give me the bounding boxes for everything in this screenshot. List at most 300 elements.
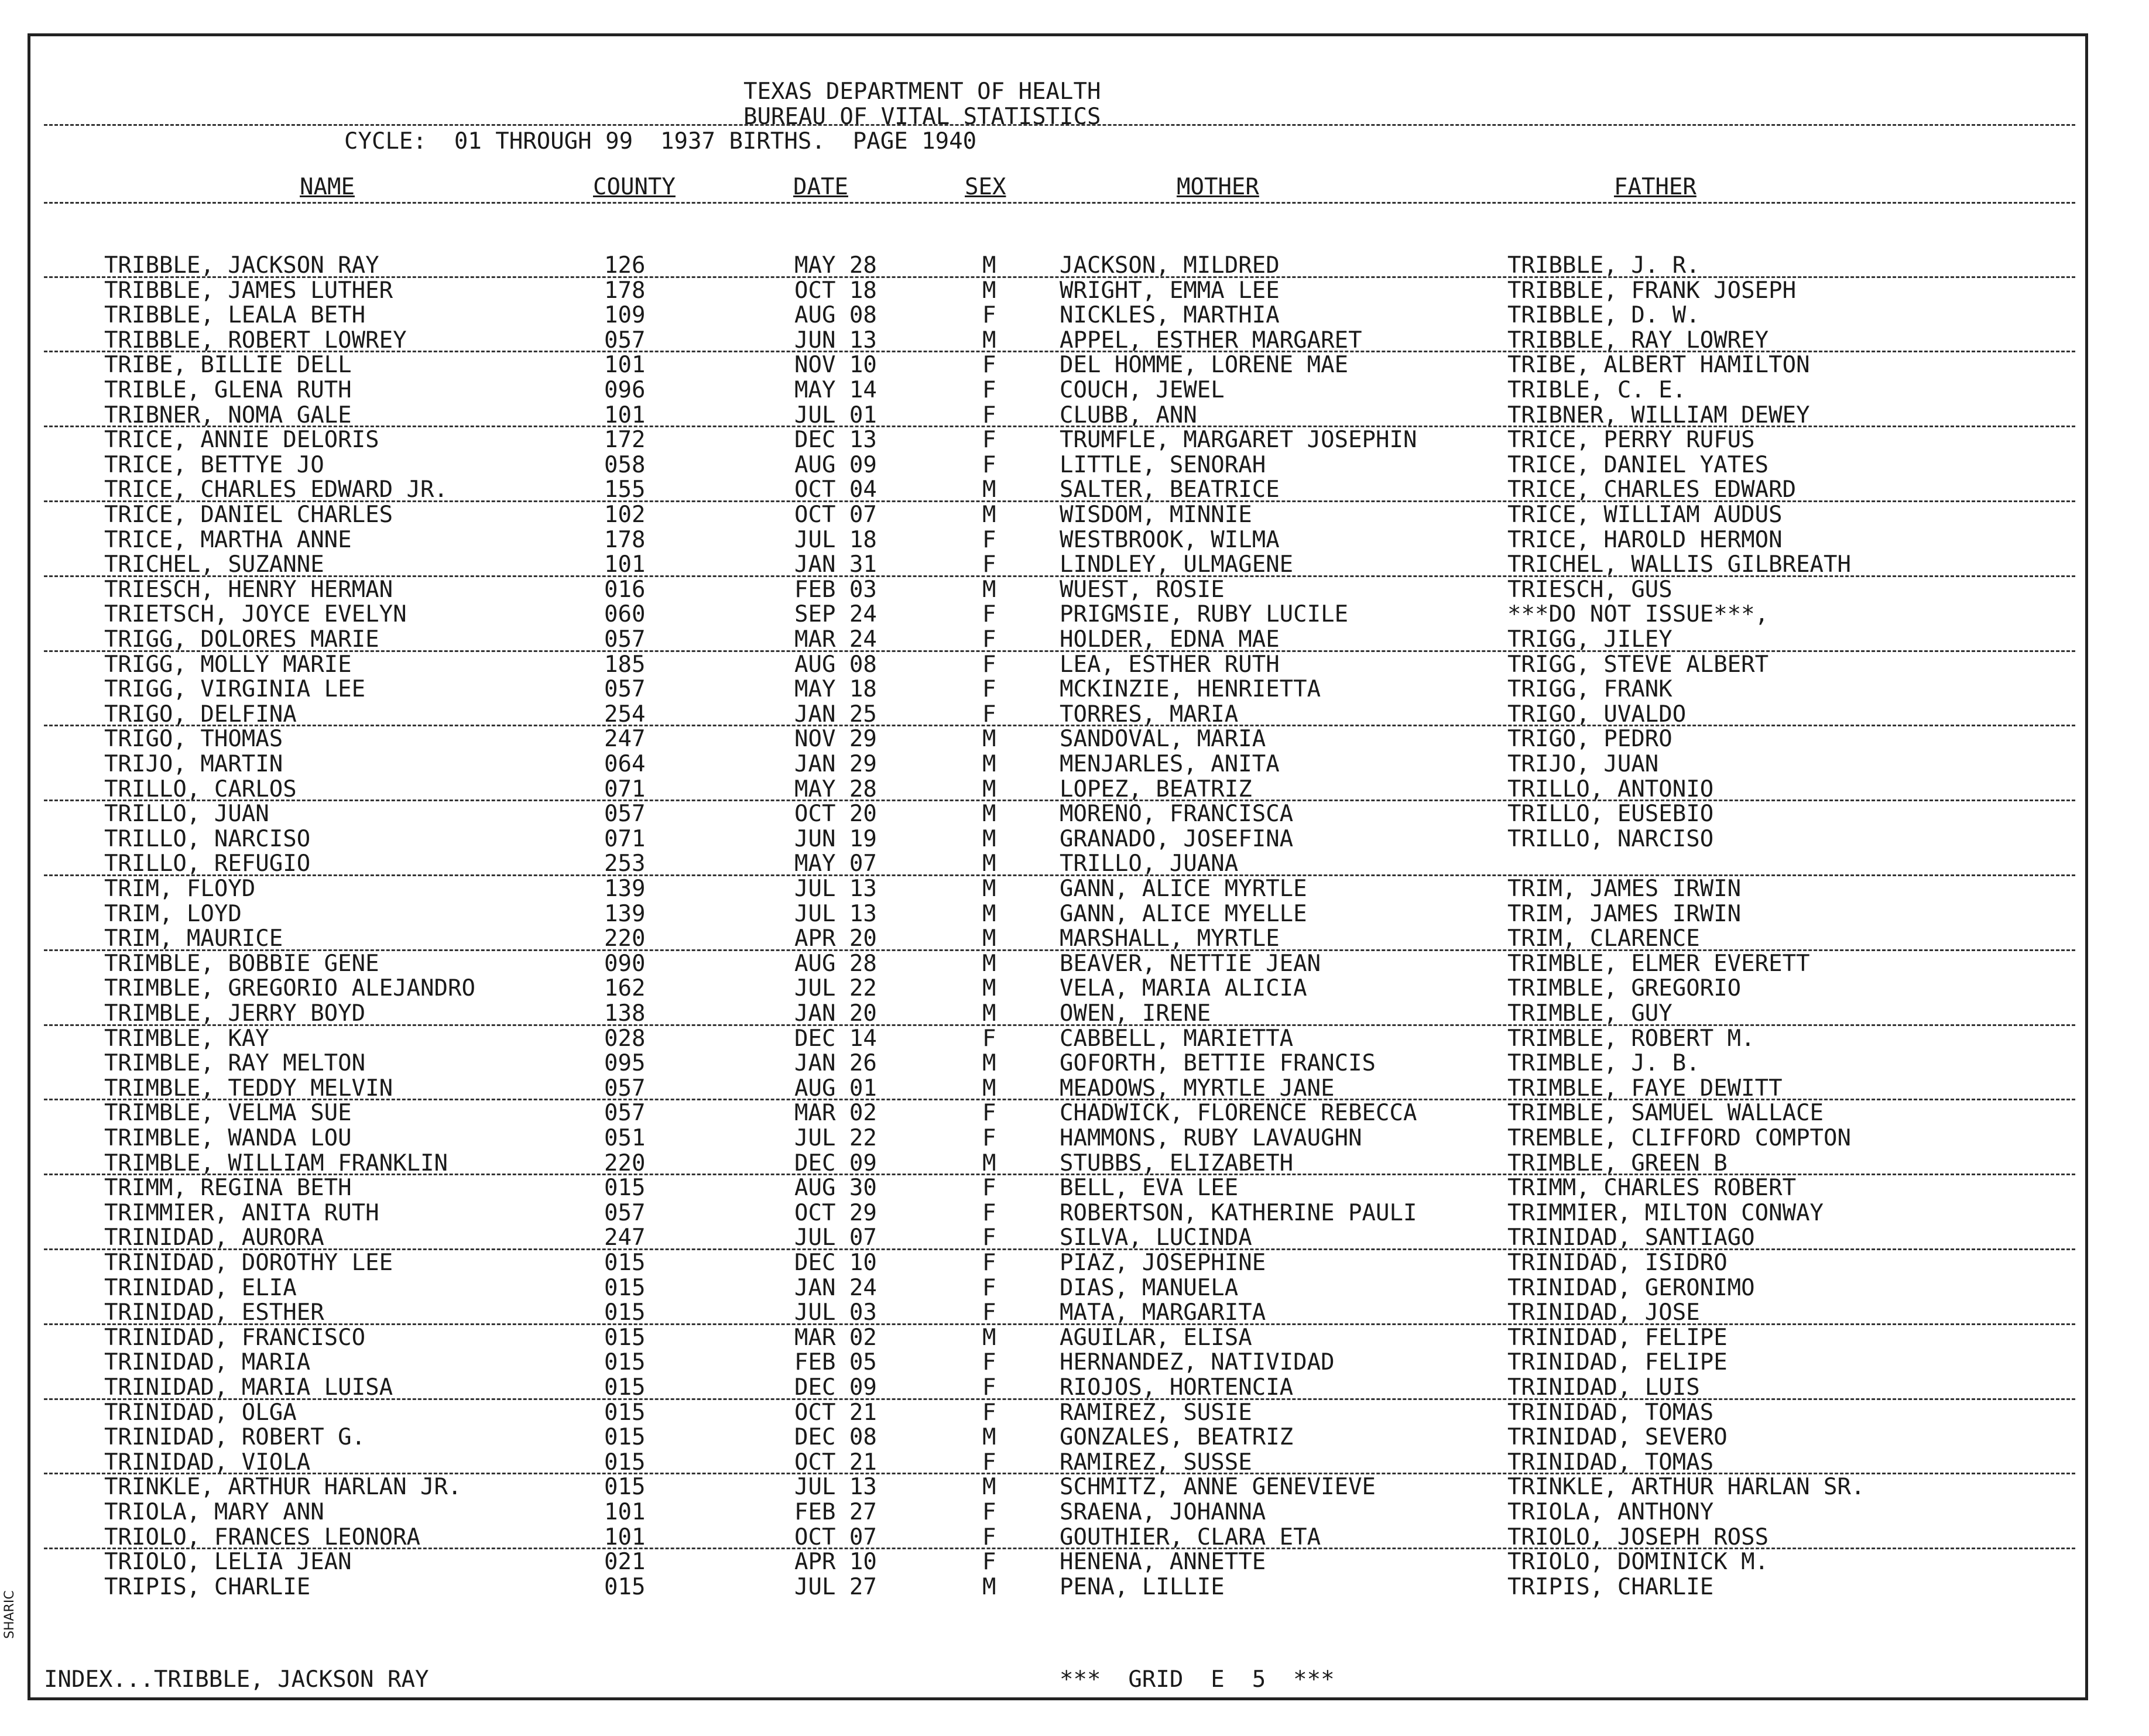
cell-mother: MORENO, FRANCISCA bbox=[1060, 801, 1294, 828]
cell-father: TRIOLA, ANTHONY bbox=[1507, 1499, 1714, 1525]
table-row bbox=[0, 1027, 2149, 1051]
cell-father: TRIM, JAMES IRWIN bbox=[1507, 876, 1742, 902]
cell-father: TREMBLE, CLIFFORD COMPTON bbox=[1507, 1125, 1851, 1151]
cell-father: TRIBLE, C. E. bbox=[1507, 377, 1687, 403]
cell-date: JAN 20 bbox=[794, 1000, 877, 1027]
cell-sex: M bbox=[982, 1075, 996, 1102]
cell-father: TRIMBLE, ELMER EVERETT bbox=[1507, 950, 1810, 977]
cell-sex: F bbox=[982, 526, 996, 553]
cell-name: TRIMBLE, VELMA SUE bbox=[104, 1100, 352, 1127]
cell-mother: AGUILAR, ELISA bbox=[1060, 1324, 1252, 1351]
cell-date: MAY 07 bbox=[794, 850, 877, 877]
cell-name: TRIBBLE, LEALA BETH bbox=[104, 302, 366, 329]
cell-date: JUL 03 bbox=[794, 1299, 877, 1326]
page-subtitle: BUREAU OF VITAL STATISTICS bbox=[743, 104, 1101, 130]
cell-county: 015 bbox=[604, 1424, 646, 1451]
cell-father: TRICE, DANIEL YATES bbox=[1507, 451, 1769, 478]
cell-county: 102 bbox=[604, 502, 646, 528]
cell-county: 109 bbox=[604, 302, 646, 329]
cell-name: TRIMBLE, GREGORIO ALEJANDRO bbox=[104, 975, 475, 1002]
cell-sex: F bbox=[982, 1199, 996, 1226]
cell-county: 247 bbox=[604, 1224, 646, 1251]
side-label: SHARIC bbox=[2, 1590, 17, 1639]
cell-mother: SANDOVAL, MARIA bbox=[1060, 726, 1266, 753]
cell-sex: M bbox=[982, 1000, 996, 1027]
cell-father: TRINIDAD, TOMAS bbox=[1507, 1449, 1714, 1476]
cell-father: TRIGO, PEDRO bbox=[1507, 726, 1672, 753]
table-row bbox=[0, 1251, 2149, 1275]
cell-date: MAR 24 bbox=[794, 626, 877, 653]
column-header-mother: MOTHER bbox=[1177, 174, 1259, 200]
cell-mother: HOLDER, EDNA MAE bbox=[1060, 626, 1280, 653]
cell-county: 015 bbox=[604, 1274, 646, 1301]
cell-father: TRIMBLE, ROBERT M. bbox=[1507, 1025, 1755, 1052]
cell-mother: GANN, ALICE MYELLE bbox=[1060, 900, 1307, 927]
cell-mother: MENJARLES, ANITA bbox=[1060, 751, 1280, 777]
cell-mother: LEA, ESTHER RUTH bbox=[1060, 651, 1280, 678]
cell-father: TRINIDAD, FELIPE bbox=[1507, 1324, 1728, 1351]
cell-name: TRIBLE, GLENA RUTH bbox=[104, 377, 352, 403]
cell-county: 015 bbox=[604, 1299, 646, 1326]
cell-county: 057 bbox=[604, 676, 646, 703]
cell-mother: TRILLO, JUANA bbox=[1060, 850, 1239, 877]
table-row bbox=[0, 528, 2149, 553]
cell-sex: F bbox=[982, 1224, 996, 1251]
cell-name: TRINIDAD, VIOLA bbox=[104, 1449, 311, 1476]
cell-mother: GOFORTH, BETTIE FRANCIS bbox=[1060, 1050, 1376, 1077]
cell-sex: F bbox=[982, 1499, 996, 1525]
cell-date: DEC 10 bbox=[794, 1250, 877, 1276]
cell-name: TRIJO, MARTIN bbox=[104, 751, 283, 777]
cell-sex: M bbox=[982, 801, 996, 828]
table-row bbox=[0, 852, 2149, 876]
column-header-name: NAME bbox=[300, 174, 355, 200]
cell-date: JAN 31 bbox=[794, 551, 877, 578]
cell-father: TRIGG, FRANK bbox=[1507, 676, 1672, 703]
cell-date: JAN 24 bbox=[794, 1274, 877, 1301]
cell-name: TRINIDAD, FRANCISCO bbox=[104, 1324, 366, 1351]
cell-sex: F bbox=[982, 626, 996, 653]
cell-name: TRINIDAD, MARIA LUISA bbox=[104, 1374, 393, 1401]
cell-mother: NICKLES, MARTHIA bbox=[1060, 302, 1280, 329]
cell-father: TRIBBLE, RAY LOWREY bbox=[1507, 327, 1769, 354]
cell-name: TRIOLA, MARY ANN bbox=[104, 1499, 324, 1525]
table-row bbox=[0, 976, 2149, 1001]
cell-county: 254 bbox=[604, 701, 646, 728]
cell-mother: MATA, MARGARITA bbox=[1060, 1299, 1266, 1326]
cell-county: 015 bbox=[604, 1399, 646, 1426]
cell-name: TRINIDAD, MARIA bbox=[104, 1349, 311, 1376]
cell-name: TRIM, FLOYD bbox=[104, 876, 256, 902]
cell-sex: F bbox=[982, 1025, 996, 1052]
cell-name: TRICE, MARTHA ANNE bbox=[104, 526, 352, 553]
cell-date: FEB 03 bbox=[794, 576, 877, 603]
cell-name: TRIGO, THOMAS bbox=[104, 726, 283, 753]
cell-father: TRIMBLE, GREEN B bbox=[1507, 1150, 1728, 1176]
cell-name: TRIMBLE, WILLIAM FRANKLIN bbox=[104, 1150, 448, 1176]
cell-date: OCT 07 bbox=[794, 502, 877, 528]
cell-mother: GRANADO, JOSEFINA bbox=[1060, 825, 1294, 852]
cell-county: 028 bbox=[604, 1025, 646, 1052]
cell-mother: LOPEZ, BEATRIZ bbox=[1060, 776, 1252, 802]
cell-date: DEC 13 bbox=[794, 427, 877, 454]
column-header-sex: SEX bbox=[965, 174, 1006, 200]
cell-name: TRIMBLE, RAY MELTON bbox=[104, 1050, 366, 1077]
page-title: TEXAS DEPARTMENT OF HEALTH bbox=[743, 78, 1101, 105]
cell-sex: F bbox=[982, 451, 996, 478]
cell-date: MAY 18 bbox=[794, 676, 877, 703]
cell-name: TRIGO, DELFINA bbox=[104, 701, 297, 728]
cell-mother: STUBBS, ELIZABETH bbox=[1060, 1150, 1294, 1176]
cell-father: TRIMBLE, GREGORIO bbox=[1507, 975, 1742, 1002]
cell-county: 071 bbox=[604, 825, 646, 852]
table-row bbox=[0, 752, 2149, 777]
cell-father: ***DO NOT ISSUE***, bbox=[1507, 601, 1769, 628]
table-row bbox=[0, 1401, 2149, 1425]
cell-name: TRIM, MAURICE bbox=[104, 925, 283, 952]
cell-county: 247 bbox=[604, 726, 646, 753]
cell-date: DEC 09 bbox=[794, 1374, 877, 1401]
cell-mother: LINDLEY, ULMAGENE bbox=[1060, 551, 1294, 578]
cell-sex: F bbox=[982, 701, 996, 728]
cell-sex: F bbox=[982, 1449, 996, 1476]
cell-name: TRIBBLE, JACKSON RAY bbox=[104, 252, 379, 279]
cell-date: AUG 09 bbox=[794, 451, 877, 478]
cell-date: APR 20 bbox=[794, 925, 877, 952]
cell-name: TRIMBLE, WANDA LOU bbox=[104, 1125, 352, 1151]
cell-name: TRINIDAD, ELIA bbox=[104, 1274, 297, 1301]
cell-county: 015 bbox=[604, 1374, 646, 1401]
table-row bbox=[0, 927, 2149, 951]
cell-county: 090 bbox=[604, 950, 646, 977]
cell-date: OCT 20 bbox=[794, 801, 877, 828]
cell-name: TRINIDAD, AURORA bbox=[104, 1224, 324, 1251]
cell-county: 101 bbox=[604, 352, 646, 379]
cell-name: TRICHEL, SUZANNE bbox=[104, 551, 324, 578]
cell-father: TRINIDAD, GERONIMO bbox=[1507, 1274, 1755, 1301]
cell-name: TRIMBLE, KAY bbox=[104, 1025, 269, 1052]
grid-footer: *** GRID E 5 *** bbox=[1060, 1666, 1335, 1693]
cell-father: TRINIDAD, LUIS bbox=[1507, 1374, 1700, 1401]
cell-county: 101 bbox=[604, 1499, 646, 1525]
cell-county: 057 bbox=[604, 1075, 646, 1102]
cell-mother: RAMIREZ, SUSSE bbox=[1060, 1449, 1252, 1476]
cell-sex: M bbox=[982, 776, 996, 802]
table-row bbox=[0, 1425, 2149, 1450]
cell-date: JUL 07 bbox=[794, 1224, 877, 1251]
cell-mother: VELA, MARIA ALICIA bbox=[1060, 975, 1307, 1002]
cell-mother: MEADOWS, MYRTLE JANE bbox=[1060, 1075, 1335, 1102]
cell-father: TRILLO, EUSEBIO bbox=[1507, 801, 1714, 828]
table-row bbox=[0, 553, 2149, 577]
cell-date: JUN 13 bbox=[794, 327, 877, 354]
index-footer: INDEX...TRIBBLE, JACKSON RAY bbox=[44, 1666, 429, 1693]
table-row bbox=[0, 353, 2149, 378]
cell-sex: F bbox=[982, 1524, 996, 1550]
cell-county: 095 bbox=[604, 1050, 646, 1077]
table-row bbox=[0, 1575, 2149, 1600]
table-row bbox=[0, 827, 2149, 852]
cell-mother: SRAENA, JOHANNA bbox=[1060, 1499, 1266, 1525]
cell-sex: M bbox=[982, 925, 996, 952]
cell-name: TRICE, BETTYE JO bbox=[104, 451, 324, 478]
table-row bbox=[0, 1525, 2149, 1550]
table-row bbox=[0, 378, 2149, 403]
cell-sex: F bbox=[982, 1100, 996, 1127]
cell-mother: PENA, LILLIE bbox=[1060, 1573, 1225, 1600]
cell-date: DEC 08 bbox=[794, 1424, 877, 1451]
cell-county: 015 bbox=[604, 1250, 646, 1276]
cell-sex: F bbox=[982, 1349, 996, 1376]
cell-date: OCT 18 bbox=[794, 277, 877, 304]
cell-mother: SCHMITZ, ANNE GENEVIEVE bbox=[1060, 1474, 1376, 1501]
cell-mother: TORRES, MARIA bbox=[1060, 701, 1239, 728]
cell-name: TRIBBLE, JAMES LUTHER bbox=[104, 277, 393, 304]
cell-county: 015 bbox=[604, 1573, 646, 1600]
cell-father: TRIPIS, CHARLIE bbox=[1507, 1573, 1714, 1600]
cell-mother: DEL HOMME, LORENE MAE bbox=[1060, 352, 1349, 379]
cell-father: TRIBE, ALBERT HAMILTON bbox=[1507, 352, 1810, 379]
cell-county: 057 bbox=[604, 626, 646, 653]
table-row bbox=[0, 1276, 2149, 1301]
cell-county: 096 bbox=[604, 377, 646, 403]
cell-county: 162 bbox=[604, 975, 646, 1002]
cell-sex: M bbox=[982, 975, 996, 1002]
cell-mother: CLUBB, ANN bbox=[1060, 402, 1197, 428]
cell-county: 060 bbox=[604, 601, 646, 628]
table-row bbox=[0, 1475, 2149, 1500]
cell-mother: PRIGMSIE, RUBY LUCILE bbox=[1060, 601, 1349, 628]
cell-mother: JACKSON, MILDRED bbox=[1060, 252, 1280, 279]
cell-date: OCT 04 bbox=[794, 476, 877, 503]
cell-father: TRICHEL, WALLIS GILBREATH bbox=[1507, 551, 1851, 578]
cell-sex: M bbox=[982, 576, 996, 603]
cell-mother: GANN, ALICE MYRTLE bbox=[1060, 876, 1307, 902]
cell-mother: WESTBROOK, WILMA bbox=[1060, 526, 1280, 553]
cell-father: TRICE, PERRY RUFUS bbox=[1507, 427, 1755, 454]
cell-date: JAN 25 bbox=[794, 701, 877, 728]
cell-county: 058 bbox=[604, 451, 646, 478]
cell-mother: TRUMFLE, MARGARET JOSEPHIN bbox=[1060, 427, 1417, 454]
cell-father: TRIGG, JILEY bbox=[1507, 626, 1672, 653]
cell-sex: F bbox=[982, 1299, 996, 1326]
cell-mother: SALTER, BEATRICE bbox=[1060, 476, 1280, 503]
cell-county: 015 bbox=[604, 1474, 646, 1501]
cell-father: TRIMBLE, FAYE DEWITT bbox=[1507, 1075, 1783, 1102]
cell-county: 057 bbox=[604, 1100, 646, 1127]
cell-sex: M bbox=[982, 850, 996, 877]
cell-mother: MCKINZIE, HENRIETTA bbox=[1060, 676, 1321, 703]
cell-name: TRIMBLE, TEDDY MELVIN bbox=[104, 1075, 393, 1102]
cell-sex: M bbox=[982, 751, 996, 777]
cell-mother: GOUTHIER, CLARA ETA bbox=[1060, 1524, 1321, 1550]
cell-father: TRIM, CLARENCE bbox=[1507, 925, 1700, 952]
cell-date: JUN 19 bbox=[794, 825, 877, 852]
cell-father: TRIMMIER, MILTON CONWAY bbox=[1507, 1199, 1824, 1226]
cell-sex: F bbox=[982, 1125, 996, 1151]
cell-county: 220 bbox=[604, 1150, 646, 1176]
cell-sex: F bbox=[982, 1175, 996, 1202]
table-row bbox=[0, 403, 2149, 428]
cell-name: TRILLO, REFUGIO bbox=[104, 850, 311, 877]
cell-name: TRIOLO, LELIA JEAN bbox=[104, 1549, 352, 1576]
cell-father: TRIGO, UVALDO bbox=[1507, 701, 1687, 728]
table-row bbox=[0, 952, 2149, 976]
cell-date: MAY 28 bbox=[794, 252, 877, 279]
cell-name: TRIETSCH, JOYCE EVELYN bbox=[104, 601, 407, 628]
cell-name: TRILLO, NARCISO bbox=[104, 825, 311, 852]
cell-name: TRICE, CHARLES EDWARD JR. bbox=[104, 476, 448, 503]
cell-county: 253 bbox=[604, 850, 646, 877]
cell-sex: F bbox=[982, 402, 996, 428]
cell-name: TRIBE, BILLIE DELL bbox=[104, 352, 352, 379]
cell-sex: F bbox=[982, 352, 996, 379]
cell-county: 051 bbox=[604, 1125, 646, 1151]
table-row bbox=[0, 1550, 2149, 1574]
table-row bbox=[0, 478, 2149, 502]
cell-father: TRINIDAD, TOMAS bbox=[1507, 1399, 1714, 1426]
cell-sex: F bbox=[982, 1274, 996, 1301]
cell-name: TRIBNER, NOMA GALE bbox=[104, 402, 352, 428]
table-row bbox=[0, 777, 2149, 802]
table-row bbox=[0, 428, 2149, 452]
cell-county: 057 bbox=[604, 327, 646, 354]
cell-county: 139 bbox=[604, 900, 646, 927]
table-row bbox=[0, 902, 2149, 927]
cell-county: 155 bbox=[604, 476, 646, 503]
cell-father: TRICE, WILLIAM AUDUS bbox=[1507, 502, 1783, 528]
cell-father: TRIM, JAMES IRWIN bbox=[1507, 900, 1742, 927]
cell-father: TRIOLO, DOMINICK M. bbox=[1507, 1549, 1769, 1576]
cell-date: MAY 14 bbox=[794, 377, 877, 403]
cell-sex: M bbox=[982, 1424, 996, 1451]
cell-date: OCT 07 bbox=[794, 1524, 877, 1550]
cell-name: TRIMMIER, ANITA RUTH bbox=[104, 1199, 379, 1226]
cell-sex: F bbox=[982, 1374, 996, 1401]
cell-sex: F bbox=[982, 427, 996, 454]
cell-father: TRIJO, JUAN bbox=[1507, 751, 1659, 777]
cell-father: TRICE, HAROLD HERMON bbox=[1507, 526, 1783, 553]
cell-name: TRIMBLE, JERRY BOYD bbox=[104, 1000, 366, 1027]
table-row bbox=[0, 1375, 2149, 1400]
cell-county: 178 bbox=[604, 526, 646, 553]
cell-name: TRINKLE, ARTHUR HARLAN JR. bbox=[104, 1474, 462, 1501]
cell-date: AUG 01 bbox=[794, 1075, 877, 1102]
cell-sex: F bbox=[982, 302, 996, 329]
cell-date: JUL 13 bbox=[794, 900, 877, 927]
table-row bbox=[0, 303, 2149, 328]
cell-name: TRIESCH, HENRY HERMAN bbox=[104, 576, 393, 603]
cell-sex: M bbox=[982, 327, 996, 354]
table-row bbox=[0, 677, 2149, 702]
cell-mother: DIAS, MANUELA bbox=[1060, 1274, 1239, 1301]
cell-mother: WUEST, ROSIE bbox=[1060, 576, 1225, 603]
cell-date: SEP 24 bbox=[794, 601, 877, 628]
cell-county: 178 bbox=[604, 277, 646, 304]
cell-mother: OWEN, IRENE bbox=[1060, 1000, 1211, 1027]
cell-sex: M bbox=[982, 1573, 996, 1600]
cell-sex: M bbox=[982, 277, 996, 304]
cell-father: TRICE, CHARLES EDWARD bbox=[1507, 476, 1797, 503]
cell-mother: ROBERTSON, KATHERINE PAULI bbox=[1060, 1199, 1417, 1226]
cell-date: OCT 21 bbox=[794, 1449, 877, 1476]
cell-county: 172 bbox=[604, 427, 646, 454]
cell-mother: LITTLE, SENORAH bbox=[1060, 451, 1266, 478]
cycle-line: CYCLE: 01 THROUGH 99 1937 BIRTHS. PAGE 1940 bbox=[344, 128, 977, 155]
cell-name: TRIGG, DOLORES MARIE bbox=[104, 626, 379, 653]
cell-name: TRICE, ANNIE DELORIS bbox=[104, 427, 379, 454]
cell-father: TRIMBLE, SAMUEL WALLACE bbox=[1507, 1100, 1824, 1127]
cell-mother: PIAZ, JOSEPHINE bbox=[1060, 1250, 1266, 1276]
cell-date: JUL 18 bbox=[794, 526, 877, 553]
cell-mother: COUCH, JEWEL bbox=[1060, 377, 1225, 403]
table-row bbox=[0, 1001, 2149, 1026]
cell-father: TRINIDAD, FELIPE bbox=[1507, 1349, 1728, 1376]
cell-county: 101 bbox=[604, 1524, 646, 1550]
cell-name: TRIPIS, CHARLIE bbox=[104, 1573, 311, 1600]
cell-mother: HERNANDEZ, NATIVIDAD bbox=[1060, 1349, 1335, 1376]
cell-date: AUG 28 bbox=[794, 950, 877, 977]
cell-mother: WRIGHT, EMMA LEE bbox=[1060, 277, 1280, 304]
cell-mother: BEAVER, NETTIE JEAN bbox=[1060, 950, 1321, 977]
cell-date: MAR 02 bbox=[794, 1100, 877, 1127]
cell-county: 126 bbox=[604, 252, 646, 279]
cell-sex: F bbox=[982, 1250, 996, 1276]
column-header-county: COUNTY bbox=[593, 174, 676, 200]
header-divider bbox=[44, 124, 2075, 126]
cell-mother: APPEL, ESTHER MARGARET bbox=[1060, 327, 1362, 354]
cell-name: TRIMM, REGINA BETH bbox=[104, 1175, 352, 1202]
table-row bbox=[0, 328, 2149, 353]
table-row bbox=[0, 1151, 2149, 1176]
cell-name: TRIGG, MOLLY MARIE bbox=[104, 651, 352, 678]
table-row bbox=[0, 1201, 2149, 1226]
cell-father: TRINKLE, ARTHUR HARLAN SR. bbox=[1507, 1474, 1865, 1501]
cell-date: DEC 09 bbox=[794, 1150, 877, 1176]
cell-father: TRIMBLE, J. B. bbox=[1507, 1050, 1700, 1077]
cell-date: APR 10 bbox=[794, 1549, 877, 1576]
table-row bbox=[0, 653, 2149, 677]
cell-county: 139 bbox=[604, 876, 646, 902]
cell-name: TRILLO, CARLOS bbox=[104, 776, 297, 802]
table-row bbox=[0, 877, 2149, 901]
cell-sex: M bbox=[982, 1324, 996, 1351]
cell-county: 185 bbox=[604, 651, 646, 678]
column-header-divider bbox=[44, 202, 2075, 204]
table-row bbox=[0, 727, 2149, 752]
cell-name: TRINIDAD, DOROTHY LEE bbox=[104, 1250, 393, 1276]
cell-father: TRIESCH, GUS bbox=[1507, 576, 1672, 603]
cell-name: TRICE, DANIEL CHARLES bbox=[104, 502, 393, 528]
cell-date: FEB 05 bbox=[794, 1349, 877, 1376]
cell-name: TRIMBLE, BOBBIE GENE bbox=[104, 950, 379, 977]
cell-date: DEC 14 bbox=[794, 1025, 877, 1052]
cell-father: TRINIDAD, SANTIAGO bbox=[1507, 1224, 1755, 1251]
table-row bbox=[0, 453, 2149, 478]
cell-sex: F bbox=[982, 1399, 996, 1426]
column-header-father: FATHER bbox=[1614, 174, 1696, 200]
cell-date: FEB 27 bbox=[794, 1499, 877, 1525]
cell-mother: GONZALES, BEATRIZ bbox=[1060, 1424, 1294, 1451]
cell-date: JUL 01 bbox=[794, 402, 877, 428]
cell-sex: M bbox=[982, 502, 996, 528]
cell-county: 101 bbox=[604, 551, 646, 578]
cell-county: 015 bbox=[604, 1175, 646, 1202]
cell-date: NOV 10 bbox=[794, 352, 877, 379]
cell-name: TRIGG, VIRGINIA LEE bbox=[104, 676, 366, 703]
cell-sex: M bbox=[982, 1474, 996, 1501]
cell-father: TRIBNER, WILLIAM DEWEY bbox=[1507, 402, 1810, 428]
